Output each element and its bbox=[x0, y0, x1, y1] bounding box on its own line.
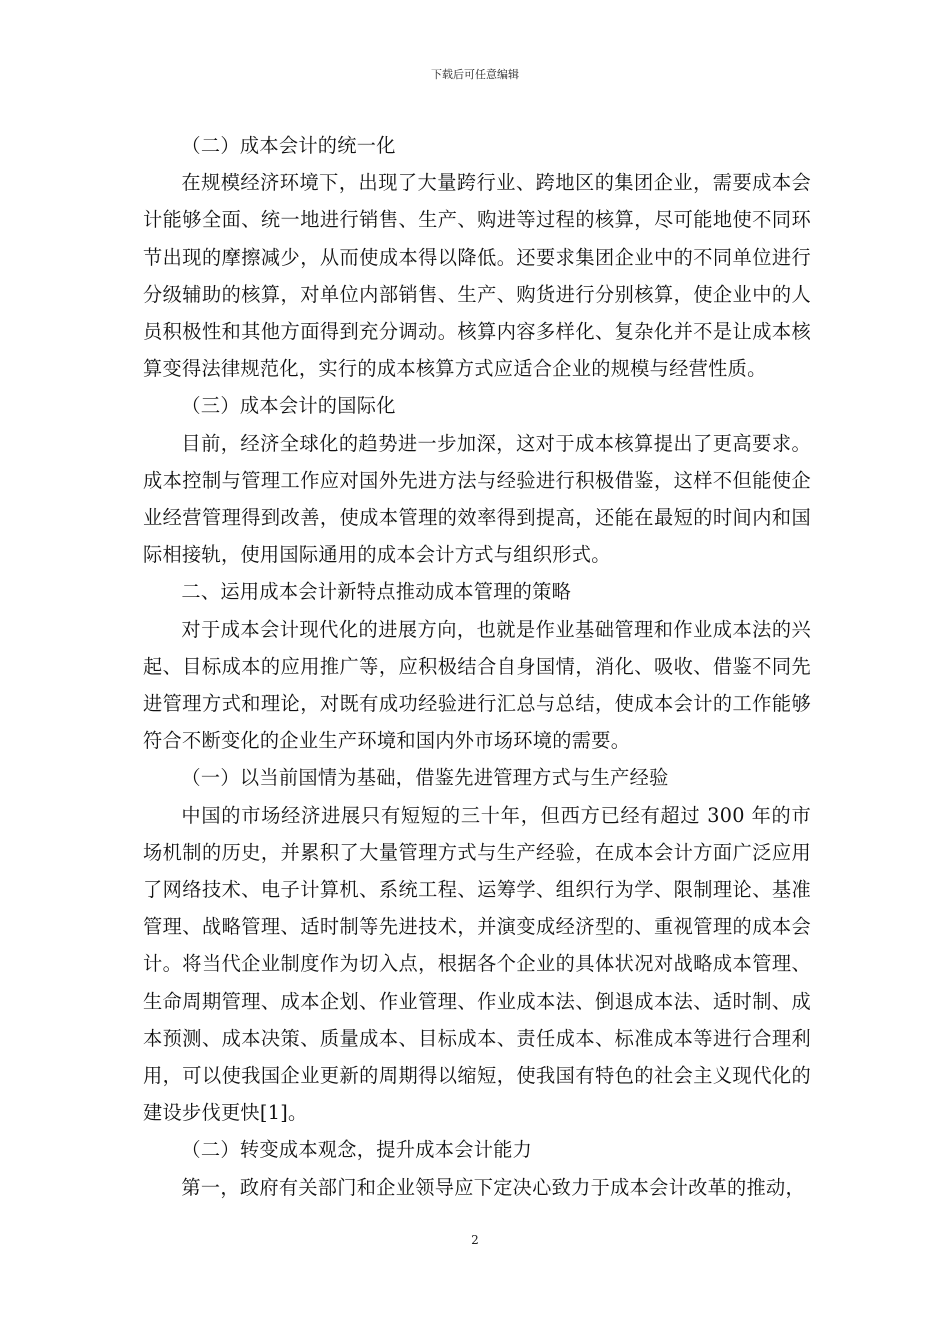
page-number: 2 bbox=[471, 1233, 479, 1247]
paragraph: 中国的市场经济进展只有短短的三十年，但西方已经有超过 300 年的市场机制的历史，并累积了大量管理方式与生产经验，在成本会计方面广泛应用了网络技术、电子计算机、系统工程、运筹学、组织行为学、限制理论、基准管理、战略管理、适时制等先进技术，并演变成经济型的、重视管理的成本会计。将当代企业制度作为切入点，根据各个企业的具体状况对战略成本管理、生命周期管理、成本企划、作业管理、作业成本法、倒退成本法、适时制、成本预测、成本决策、质量成本、目标成本、责任成本、标准成本等进行合理利用，可以使我国企业更新的周期得以缩短，使我国有特色的社会主义现代化的建设步伐更快[1]。 bbox=[143, 803, 811, 1125]
paragraph: 第一，政府有关部门和企业领导应下定决心致力于成本会计改革的推动， bbox=[181, 1175, 805, 1199]
section-heading: （三）成本会计的国际化 bbox=[181, 394, 396, 418]
paragraph: 在规模经济环境下，出现了大量跨行业、跨地区的集团企业，需要成本会计能够全面、统一地进行销售、生产、购进等过程的核算，尽可能地使不同环节出现的摩擦减少，从而使成本得以降低。还要求集团企业中的不同单位进行分级辅助的核算，对单位内部销售、生产、购货进行分别核算，使企业中的人员积极性和其他方面得到充分调动。核算内容多样化、复杂化并不是让成本核算变得法律规范化，实行的成本核算方式应适合企业的规模与经营性质。 bbox=[143, 171, 811, 381]
section-heading: （二）转变成本观念，提升成本会计能力 bbox=[181, 1138, 533, 1162]
paragraph: 对于成本会计现代化的进展方向，也就是作业基础管理和作业成本法的兴起、目标成本的应用推广等，应积极结合自身国情，消化、吸收、借鉴不同先进管理方式和理论，对既有成功经验进行汇总与总结，使成本会计的工作能够符合不断变化的企业生产环境和国内外市场环境的需要。 bbox=[143, 617, 811, 753]
section-heading: 二、运用成本会计新特点推动成本管理的策略 bbox=[181, 580, 572, 604]
body-text bbox=[143, 127, 811, 1206]
paragraph: 目前，经济全球化的趋势进一步加深，这对于成本核算提出了更高要求。成本控制与管理工作应对国外先进方法与经验进行积极借鉴，这样不但能使企业经营管理得到改善，使成本管理的效率得到提高，还能在最短的时间内和国际相接轨，使用国际通用的成本会计方式与组织形式。 bbox=[143, 431, 811, 567]
section-heading: （二）成本会计的统一化 bbox=[181, 134, 396, 157]
section-heading: （一）以当前国情为基础，借鉴先进管理方式与生产经验 bbox=[181, 766, 669, 790]
header-note: 下载后可任意编辑 bbox=[431, 68, 519, 81]
